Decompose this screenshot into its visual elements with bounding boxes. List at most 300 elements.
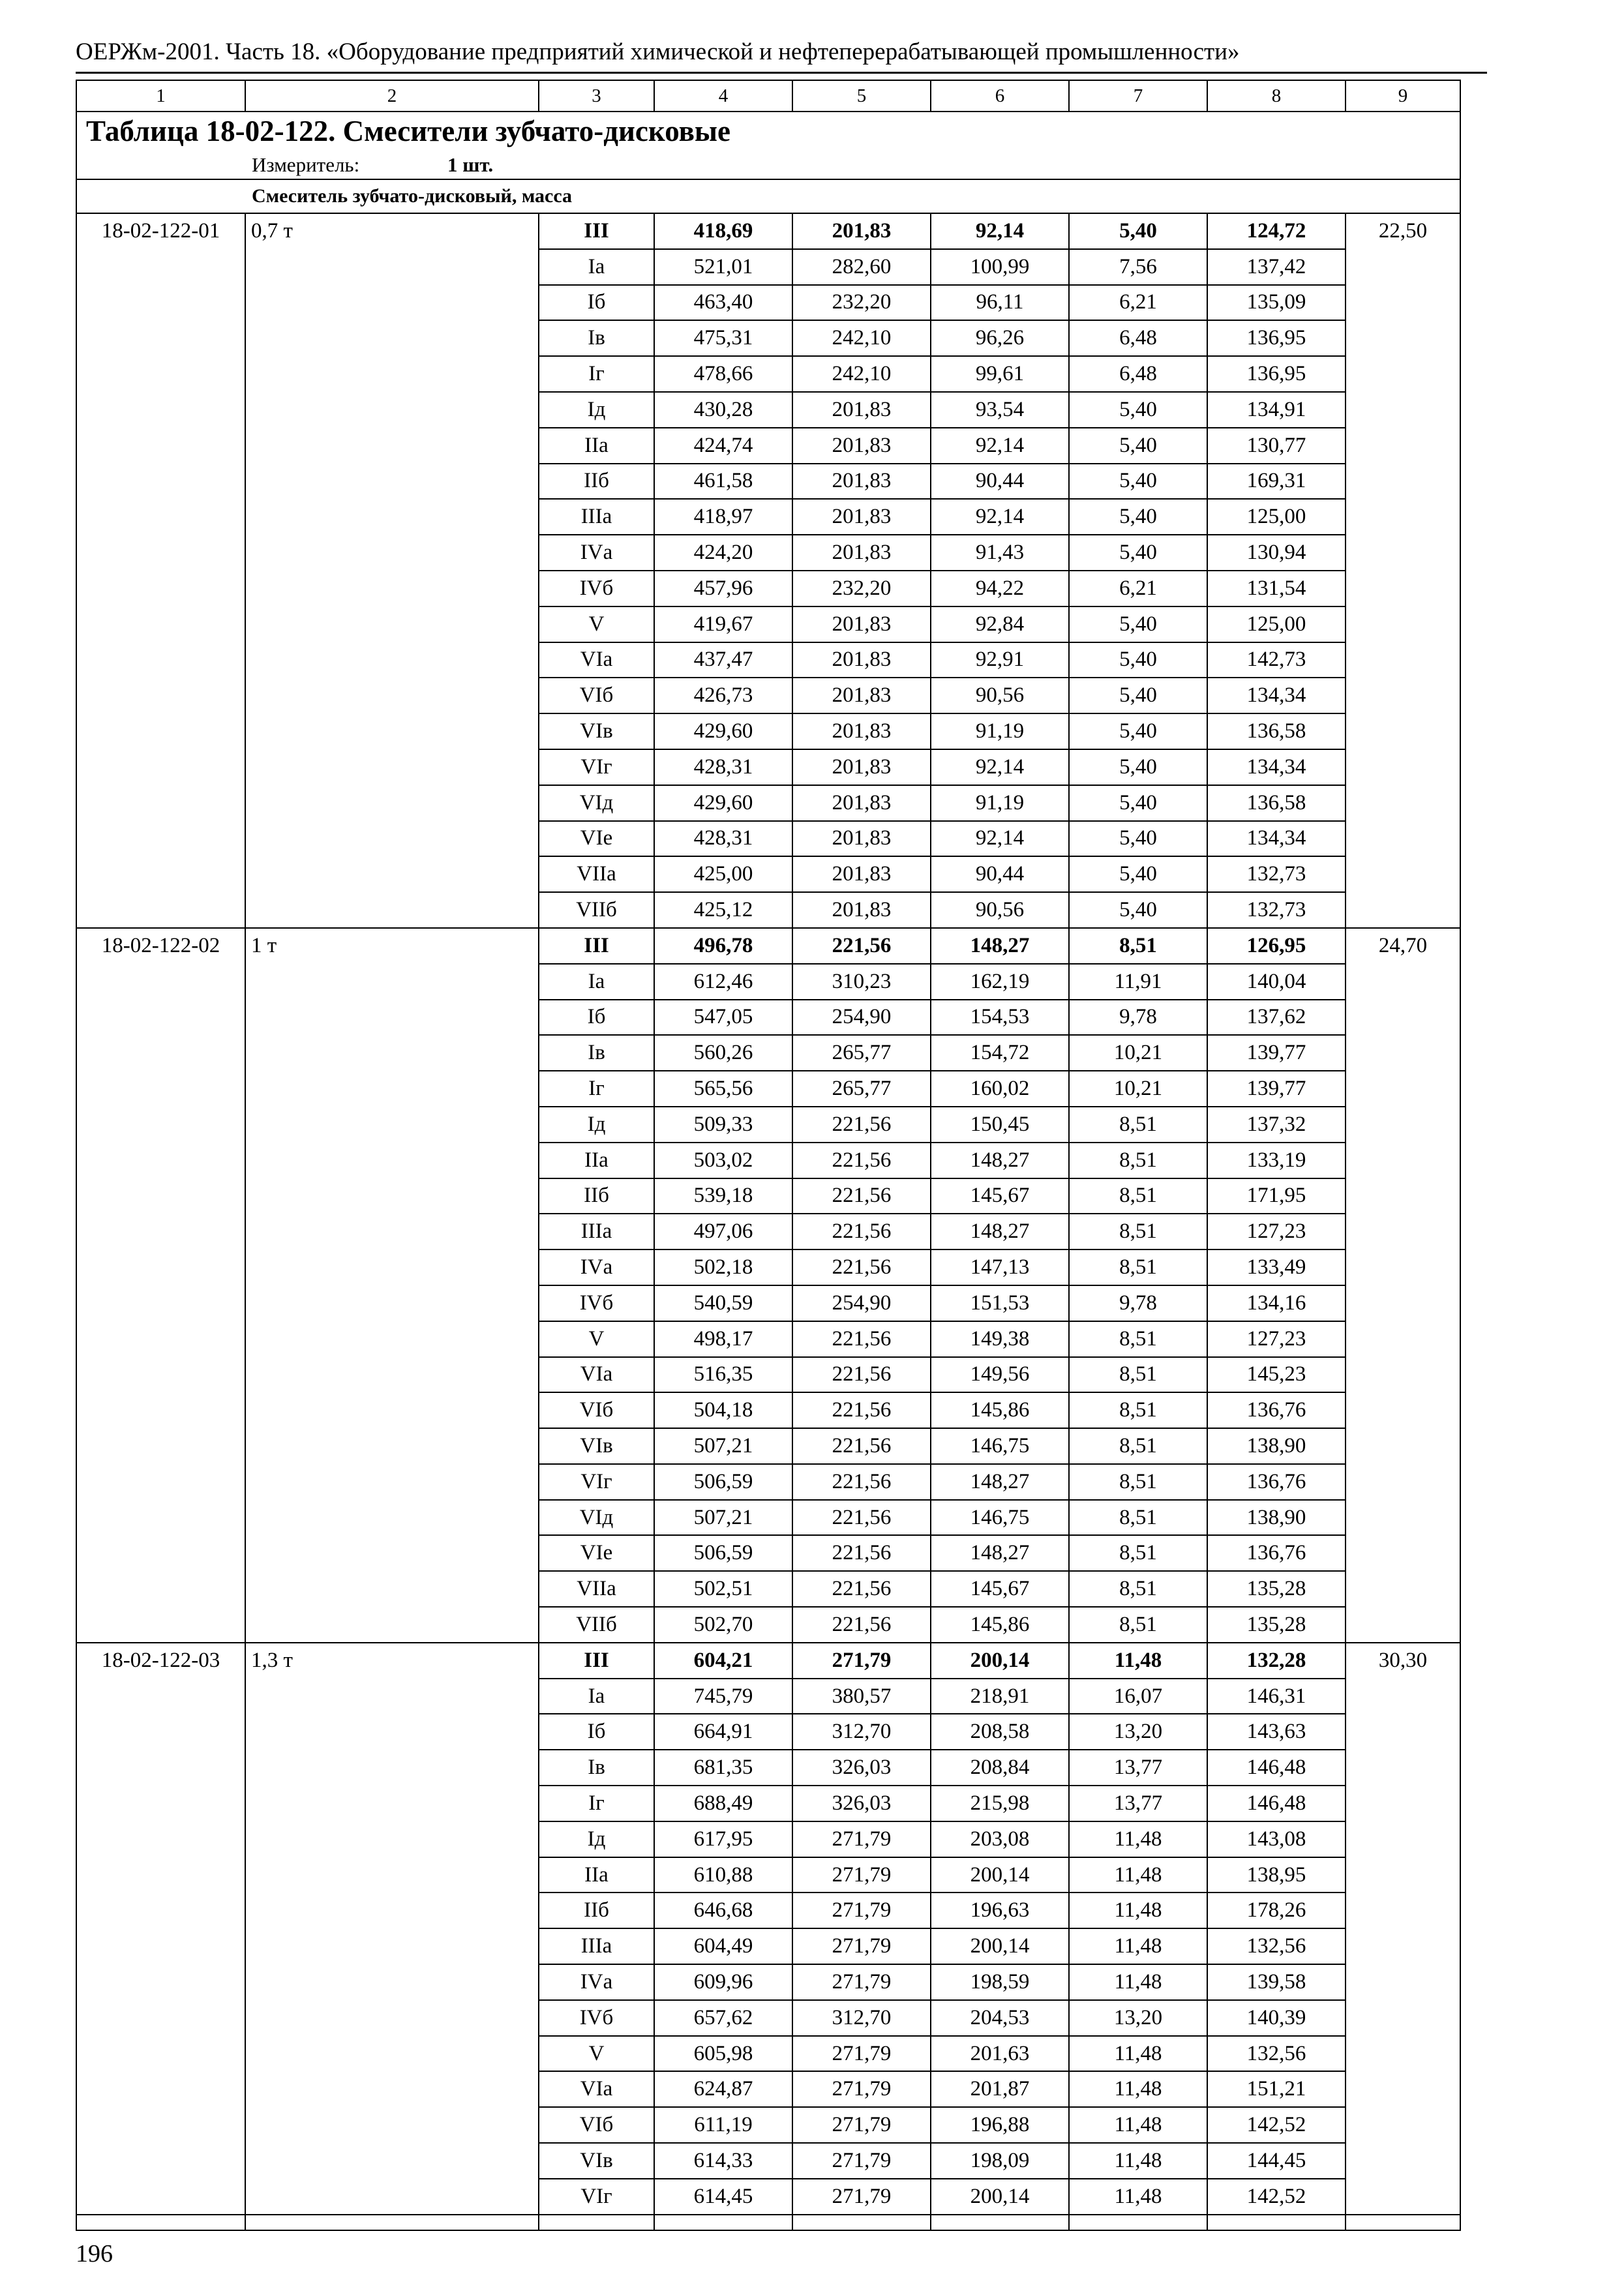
operator-wage-cell: 8,51 — [1069, 1392, 1207, 1428]
operator-wage-cell: 8,51 — [1069, 1107, 1207, 1143]
price-cell: 437,47 — [654, 642, 792, 678]
operator-wage-cell: 8,51 — [1069, 1571, 1207, 1607]
machine-cell: 96,26 — [931, 320, 1069, 356]
zone-cell: Iа — [539, 249, 654, 285]
column-number: 7 — [1069, 80, 1207, 112]
zone-cell: IVб — [539, 1285, 654, 1321]
operator-wage-cell: 6,21 — [1069, 285, 1207, 321]
wage-cell: 201,83 — [792, 642, 931, 678]
machine-cell: 149,38 — [931, 1321, 1069, 1357]
empty-cell — [654, 2215, 792, 2230]
operator-wage-cell: 13,20 — [1069, 1714, 1207, 1750]
operator-wage-cell: 6,48 — [1069, 356, 1207, 392]
wage-cell: 221,56 — [792, 1143, 931, 1178]
wage-cell: 221,56 — [792, 1607, 931, 1643]
wage-cell: 310,23 — [792, 964, 931, 1000]
column-number: 3 — [539, 80, 654, 112]
empty-cell — [792, 2215, 931, 2230]
machine-cell: 200,14 — [931, 2179, 1069, 2215]
price-cell: 507,21 — [654, 1428, 792, 1464]
operator-wage-cell: 5,40 — [1069, 642, 1207, 678]
operator-wage-cell: 7,56 — [1069, 249, 1207, 285]
machine-cell: 200,14 — [931, 1857, 1069, 1893]
price-cell: 419,67 — [654, 606, 792, 642]
price-cell: 539,18 — [654, 1178, 792, 1214]
machine-cell: 196,88 — [931, 2107, 1069, 2143]
wage-cell: 221,56 — [792, 928, 931, 964]
price-cell: 646,68 — [654, 1893, 792, 1928]
price-cell: 461,58 — [654, 464, 792, 500]
rate-code: 18-02-122-02 — [76, 928, 245, 1643]
wage-cell: 271,79 — [792, 2179, 931, 2215]
operator-wage-cell: 13,77 — [1069, 1786, 1207, 1821]
machine-cell: 90,44 — [931, 856, 1069, 892]
wage-cell: 221,56 — [792, 1321, 931, 1357]
zone-cell: IVб — [539, 2000, 654, 2036]
materials-cell: 137,32 — [1207, 1107, 1346, 1143]
price-cell: 610,88 — [654, 1857, 792, 1893]
materials-cell: 135,28 — [1207, 1571, 1346, 1607]
machine-cell: 151,53 — [931, 1285, 1069, 1321]
machine-cell: 145,67 — [931, 1178, 1069, 1214]
materials-cell: 135,28 — [1207, 1607, 1346, 1643]
zone-cell: VIа — [539, 2071, 654, 2107]
wage-cell: 201,83 — [792, 213, 931, 249]
wage-cell: 221,56 — [792, 1464, 931, 1500]
machine-cell: 145,86 — [931, 1392, 1069, 1428]
materials-cell: 135,09 — [1207, 285, 1346, 321]
wage-cell: 201,83 — [792, 821, 931, 857]
price-cell: 478,66 — [654, 356, 792, 392]
wage-cell: 242,10 — [792, 320, 931, 356]
materials-cell: 136,76 — [1207, 1392, 1346, 1428]
price-cell: 428,31 — [654, 821, 792, 857]
materials-cell: 134,34 — [1207, 678, 1346, 713]
operator-wage-cell: 5,40 — [1069, 856, 1207, 892]
machine-cell: 90,56 — [931, 678, 1069, 713]
price-cell: 496,78 — [654, 928, 792, 964]
materials-cell: 178,26 — [1207, 1893, 1346, 1928]
machine-cell: 160,02 — [931, 1071, 1069, 1107]
machine-cell: 162,19 — [931, 964, 1069, 1000]
wage-cell: 201,83 — [792, 606, 931, 642]
operator-wage-cell: 11,48 — [1069, 2071, 1207, 2107]
price-cell: 681,35 — [654, 1750, 792, 1786]
operator-wage-cell: 11,48 — [1069, 2107, 1207, 2143]
price-cell: 657,62 — [654, 2000, 792, 2036]
zone-cell: III — [539, 928, 654, 964]
operator-wage-cell: 8,51 — [1069, 1143, 1207, 1178]
materials-cell: 136,76 — [1207, 1464, 1346, 1500]
price-cell: 430,28 — [654, 392, 792, 428]
operator-wage-cell: 8,51 — [1069, 1357, 1207, 1393]
wage-cell: 282,60 — [792, 249, 931, 285]
price-cell: 604,49 — [654, 1928, 792, 1964]
wage-cell: 221,56 — [792, 1214, 931, 1249]
wage-cell: 326,03 — [792, 1786, 931, 1821]
table-body — [76, 80, 1460, 2230]
column-number-row — [76, 80, 1460, 112]
machine-cell: 146,75 — [931, 1428, 1069, 1464]
machine-cell: 92,14 — [931, 499, 1069, 535]
unit-cell — [76, 150, 1460, 179]
price-cell: 503,02 — [654, 1143, 792, 1178]
materials-cell: 133,49 — [1207, 1249, 1346, 1285]
table-row — [76, 1643, 1460, 1679]
zone-cell: VIа — [539, 1357, 654, 1393]
operator-wage-cell: 8,51 — [1069, 1464, 1207, 1500]
wage-cell: 271,79 — [792, 1964, 931, 2000]
price-cell: 457,96 — [654, 571, 792, 606]
rate-code: 18-02-122-01 — [76, 213, 245, 928]
section-title: Смеситель зубчато-дисковый, масса — [252, 185, 573, 207]
wage-cell: 201,83 — [792, 428, 931, 464]
price-cell: 424,74 — [654, 428, 792, 464]
wage-cell: 221,56 — [792, 1571, 931, 1607]
operator-wage-cell: 8,51 — [1069, 1178, 1207, 1214]
machine-cell: 204,53 — [931, 2000, 1069, 2036]
zone-cell: VIIа — [539, 1571, 654, 1607]
wage-cell: 201,83 — [792, 464, 931, 500]
empty-cell — [1346, 2215, 1460, 2230]
zone-cell: VIб — [539, 678, 654, 713]
price-cell: 498,17 — [654, 1321, 792, 1357]
machine-cell: 146,75 — [931, 1500, 1069, 1536]
zone-cell: III — [539, 213, 654, 249]
wage-cell: 201,83 — [792, 713, 931, 749]
column-number: 5 — [792, 80, 931, 112]
wage-cell: 254,90 — [792, 1285, 931, 1321]
wage-cell: 312,70 — [792, 2000, 931, 2036]
materials-cell: 146,48 — [1207, 1786, 1346, 1821]
zone-cell: VIе — [539, 821, 654, 857]
operator-wage-cell: 13,20 — [1069, 2000, 1207, 2036]
zone-cell: V — [539, 1321, 654, 1357]
materials-cell: 132,56 — [1207, 2036, 1346, 2072]
materials-cell: 125,00 — [1207, 606, 1346, 642]
materials-cell: 138,90 — [1207, 1500, 1346, 1536]
wage-cell: 221,56 — [792, 1107, 931, 1143]
machine-cell: 90,44 — [931, 464, 1069, 500]
machine-cell: 90,56 — [931, 892, 1069, 928]
column-number: 9 — [1346, 80, 1460, 112]
machine-cell: 148,27 — [931, 1464, 1069, 1500]
zone-cell: Iг — [539, 1071, 654, 1107]
operator-wage-cell: 8,51 — [1069, 1321, 1207, 1357]
machine-cell: 148,27 — [931, 1214, 1069, 1249]
materials-cell: 140,39 — [1207, 2000, 1346, 2036]
zone-cell: IIб — [539, 1893, 654, 1928]
price-cell: 664,91 — [654, 1714, 792, 1750]
price-cell: 605,98 — [654, 2036, 792, 2072]
zone-cell: Iд — [539, 1821, 654, 1857]
materials-cell: 138,95 — [1207, 1857, 1346, 1893]
zone-cell: IIIа — [539, 1214, 654, 1249]
wage-cell: 221,56 — [792, 1428, 931, 1464]
price-cell: 502,18 — [654, 1249, 792, 1285]
price-cell: 688,49 — [654, 1786, 792, 1821]
wage-cell: 201,83 — [792, 785, 931, 821]
zone-cell: Iа — [539, 964, 654, 1000]
materials-cell: 127,23 — [1207, 1214, 1346, 1249]
materials-cell: 133,19 — [1207, 1143, 1346, 1178]
materials-cell: 136,95 — [1207, 320, 1346, 356]
wage-cell: 232,20 — [792, 285, 931, 321]
wage-cell: 271,79 — [792, 1893, 931, 1928]
price-cell: 429,60 — [654, 785, 792, 821]
price-cell: 502,70 — [654, 1607, 792, 1643]
wage-cell: 271,79 — [792, 2036, 931, 2072]
materials-cell: 136,76 — [1207, 1535, 1346, 1571]
operator-wage-cell: 11,48 — [1069, 1928, 1207, 1964]
machine-cell: 198,09 — [931, 2143, 1069, 2179]
zone-cell: VIв — [539, 2143, 654, 2179]
price-cell: 617,95 — [654, 1821, 792, 1857]
zone-cell: Iд — [539, 1107, 654, 1143]
price-cell: 565,56 — [654, 1071, 792, 1107]
column-number: 4 — [654, 80, 792, 112]
wage-cell: 221,56 — [792, 1535, 931, 1571]
machine-cell: 149,56 — [931, 1357, 1069, 1393]
machine-cell: 147,13 — [931, 1249, 1069, 1285]
price-cell: 612,46 — [654, 964, 792, 1000]
zone-cell: IIа — [539, 1143, 654, 1178]
zone-cell: Iв — [539, 320, 654, 356]
materials-cell: 134,91 — [1207, 392, 1346, 428]
header-rule — [76, 72, 1487, 74]
price-cell: 509,33 — [654, 1107, 792, 1143]
machine-cell: 154,53 — [931, 1000, 1069, 1036]
zone-cell: VIд — [539, 785, 654, 821]
machine-cell: 99,61 — [931, 356, 1069, 392]
unit-row — [76, 150, 1460, 179]
unit-label: Измеритель: — [252, 153, 360, 176]
operator-wage-cell: 13,77 — [1069, 1750, 1207, 1786]
operator-wage-cell: 6,21 — [1069, 571, 1207, 606]
operator-wage-cell: 9,78 — [1069, 1285, 1207, 1321]
wage-cell: 271,79 — [792, 1821, 931, 1857]
machine-cell: 91,19 — [931, 785, 1069, 821]
operator-wage-cell: 11,48 — [1069, 1893, 1207, 1928]
wage-cell: 265,77 — [792, 1071, 931, 1107]
operator-wage-cell: 6,48 — [1069, 320, 1207, 356]
operator-wage-cell: 11,48 — [1069, 2179, 1207, 2215]
materials-cell: 134,34 — [1207, 821, 1346, 857]
price-cell: 547,05 — [654, 1000, 792, 1036]
materials-cell: 139,58 — [1207, 1964, 1346, 2000]
zone-cell: Iб — [539, 1000, 654, 1036]
zone-cell: Iг — [539, 356, 654, 392]
operator-wage-cell: 5,40 — [1069, 535, 1207, 571]
column-number: 8 — [1207, 80, 1346, 112]
price-cell: 497,06 — [654, 1214, 792, 1249]
empty-cell — [931, 2215, 1069, 2230]
machine-cell: 208,58 — [931, 1714, 1069, 1750]
price-cell: 506,59 — [654, 1464, 792, 1500]
operator-wage-cell: 8,51 — [1069, 1214, 1207, 1249]
empty-cell — [245, 2215, 539, 2230]
price-cell: 516,35 — [654, 1357, 792, 1393]
materials-cell: 169,31 — [1207, 464, 1346, 500]
table-row — [76, 928, 1460, 964]
operator-wage-cell: 5,40 — [1069, 606, 1207, 642]
machine-cell: 148,27 — [931, 1535, 1069, 1571]
wage-cell: 271,79 — [792, 2071, 931, 2107]
operator-wage-cell: 5,40 — [1069, 392, 1207, 428]
operator-wage-cell: 8,51 — [1069, 928, 1207, 964]
materials-cell: 130,94 — [1207, 535, 1346, 571]
zone-cell: IIа — [539, 428, 654, 464]
machine-cell: 218,91 — [931, 1679, 1069, 1714]
price-cell: 611,19 — [654, 2107, 792, 2143]
column-number: 1 — [76, 80, 245, 112]
rate-code: 18-02-122-03 — [76, 1643, 245, 2215]
wage-cell: 242,10 — [792, 356, 931, 392]
materials-cell: 125,00 — [1207, 499, 1346, 535]
price-cell: 540,59 — [654, 1285, 792, 1321]
materials-cell: 132,56 — [1207, 1928, 1346, 1964]
operator-wage-cell: 9,78 — [1069, 1000, 1207, 1036]
operator-wage-cell: 10,21 — [1069, 1035, 1207, 1071]
wage-cell: 221,56 — [792, 1178, 931, 1214]
operator-wage-cell: 5,40 — [1069, 892, 1207, 928]
machine-cell: 198,59 — [931, 1964, 1069, 2000]
wage-cell: 201,83 — [792, 892, 931, 928]
machine-cell: 100,99 — [931, 249, 1069, 285]
column-number: 2 — [245, 80, 539, 112]
materials-cell: 151,21 — [1207, 2071, 1346, 2107]
price-cell: 745,79 — [654, 1679, 792, 1714]
zone-cell: VIг — [539, 2179, 654, 2215]
price-cell: 425,12 — [654, 892, 792, 928]
zone-cell: IVа — [539, 1249, 654, 1285]
wage-cell: 271,79 — [792, 1643, 931, 1679]
page-header: ОЕРЖм-2001. Часть 18. «Оборудование предприятий химической и нефтеперерабатывающей промышленности» — [76, 38, 1240, 65]
operator-wage-cell: 11,48 — [1069, 2036, 1207, 2072]
materials-cell: 131,54 — [1207, 571, 1346, 606]
materials-cell: 139,77 — [1207, 1071, 1346, 1107]
section-row — [76, 179, 1460, 213]
zone-cell: VIб — [539, 1392, 654, 1428]
zone-cell: IIб — [539, 464, 654, 500]
price-cell: 504,18 — [654, 1392, 792, 1428]
zone-cell: Iа — [539, 1679, 654, 1714]
price-cell: 418,69 — [654, 213, 792, 249]
operator-wage-cell: 10,21 — [1069, 1071, 1207, 1107]
machine-cell: 92,14 — [931, 821, 1069, 857]
price-cell: 428,31 — [654, 749, 792, 785]
machine-cell: 145,67 — [931, 1571, 1069, 1607]
operator-wage-cell: 5,40 — [1069, 713, 1207, 749]
materials-cell: 142,73 — [1207, 642, 1346, 678]
zone-cell: IIб — [539, 1178, 654, 1214]
materials-cell: 140,04 — [1207, 964, 1346, 1000]
wage-cell: 201,83 — [792, 749, 931, 785]
wage-cell: 271,79 — [792, 1928, 931, 1964]
machine-cell: 150,45 — [931, 1107, 1069, 1143]
operator-wage-cell: 11,48 — [1069, 2143, 1207, 2179]
zone-cell: V — [539, 2036, 654, 2072]
operator-wage-cell: 5,40 — [1069, 678, 1207, 713]
price-cell: 425,00 — [654, 856, 792, 892]
zone-cell: VIд — [539, 1500, 654, 1536]
table-end-row — [76, 2215, 1460, 2230]
operator-wage-cell: 8,51 — [1069, 1249, 1207, 1285]
price-cell: 614,33 — [654, 2143, 792, 2179]
materials-cell: 126,95 — [1207, 928, 1346, 964]
materials-cell: 137,42 — [1207, 249, 1346, 285]
machine-cell: 208,84 — [931, 1750, 1069, 1786]
zone-cell: VIв — [539, 1428, 654, 1464]
zone-cell: VIа — [539, 642, 654, 678]
zone-cell: Iб — [539, 1714, 654, 1750]
materials-cell: 146,31 — [1207, 1679, 1346, 1714]
machine-cell: 96,11 — [931, 285, 1069, 321]
materials-cell: 143,08 — [1207, 1821, 1346, 1857]
price-cell: 424,20 — [654, 535, 792, 571]
materials-cell: 124,72 — [1207, 213, 1346, 249]
price-cell: 502,51 — [654, 1571, 792, 1607]
zone-cell: Iв — [539, 1035, 654, 1071]
machine-cell: 196,63 — [931, 1893, 1069, 1928]
materials-cell: 146,48 — [1207, 1750, 1346, 1786]
mass-value: 1 т — [245, 928, 539, 1643]
operator-wage-cell: 8,51 — [1069, 1535, 1207, 1571]
price-cell: 609,96 — [654, 1964, 792, 2000]
operator-wage-cell: 11,48 — [1069, 1821, 1207, 1857]
page-number: 196 — [76, 2240, 113, 2267]
materials-cell: 138,90 — [1207, 1428, 1346, 1464]
wage-cell: 221,56 — [792, 1357, 931, 1393]
operator-wage-cell: 5,40 — [1069, 821, 1207, 857]
wage-cell: 271,79 — [792, 2107, 931, 2143]
zone-cell: VIIб — [539, 892, 654, 928]
wage-cell: 312,70 — [792, 1714, 931, 1750]
operator-wage-cell: 11,48 — [1069, 1857, 1207, 1893]
machine-cell: 92,84 — [931, 606, 1069, 642]
zone-cell: III — [539, 1643, 654, 1679]
zone-cell: VIг — [539, 749, 654, 785]
zone-cell: V — [539, 606, 654, 642]
machine-cell: 201,87 — [931, 2071, 1069, 2107]
wage-cell: 254,90 — [792, 1000, 931, 1036]
unit-value: 1 шт. — [447, 153, 494, 176]
machine-cell: 91,43 — [931, 535, 1069, 571]
price-cell: 506,59 — [654, 1535, 792, 1571]
section-cell — [76, 179, 1460, 213]
labor-cost-cell: 24,70 — [1346, 928, 1460, 1643]
machine-cell: 91,19 — [931, 713, 1069, 749]
operator-wage-cell: 5,40 — [1069, 785, 1207, 821]
operator-wage-cell: 5,40 — [1069, 749, 1207, 785]
operator-wage-cell: 8,51 — [1069, 1500, 1207, 1536]
materials-cell: 139,77 — [1207, 1035, 1346, 1071]
materials-cell: 143,63 — [1207, 1714, 1346, 1750]
zone-cell: Iг — [539, 1786, 654, 1821]
price-cell: 521,01 — [654, 249, 792, 285]
price-cell: 429,60 — [654, 713, 792, 749]
table-title-row — [76, 112, 1460, 150]
zone-cell: IVб — [539, 571, 654, 606]
wage-cell: 221,56 — [792, 1249, 931, 1285]
operator-wage-cell: 5,40 — [1069, 428, 1207, 464]
price-cell: 475,31 — [654, 320, 792, 356]
materials-cell: 132,28 — [1207, 1643, 1346, 1679]
price-cell: 560,26 — [654, 1035, 792, 1071]
materials-cell: 137,62 — [1207, 1000, 1346, 1036]
zone-cell: VIв — [539, 713, 654, 749]
rates-table — [76, 80, 1461, 2231]
